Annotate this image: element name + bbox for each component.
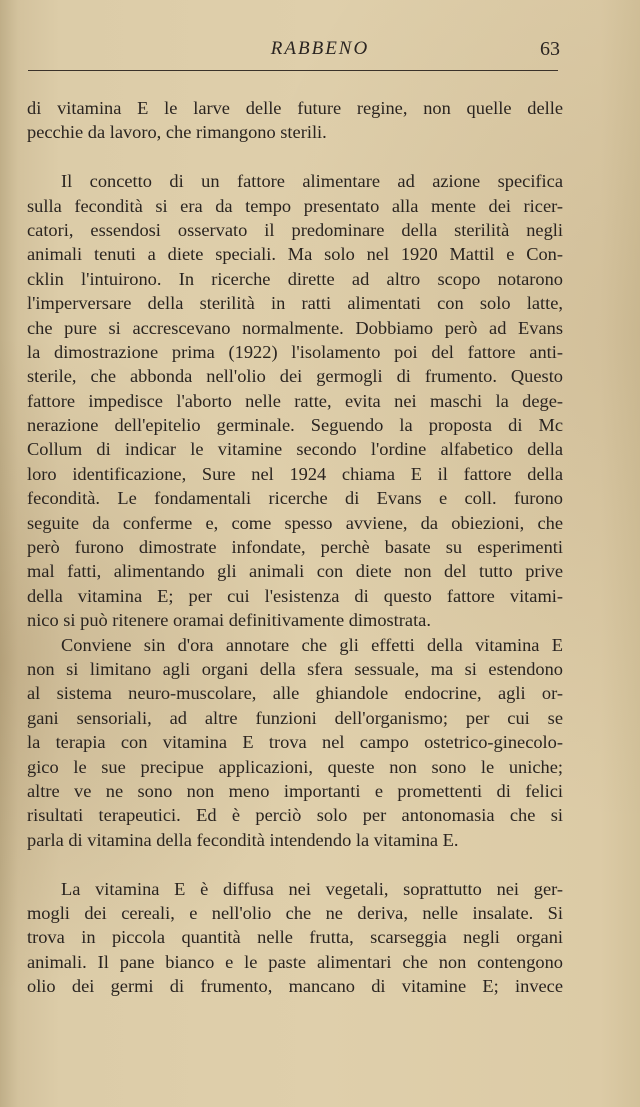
paragraph-gap — [27, 852, 563, 876]
paragraph — [27, 96, 563, 145]
running-head: RABBENO — [270, 38, 370, 59]
text-line: nico si può ritenere oramai definitivamente dimostrata. — [27, 610, 431, 631]
text-line: l'imperversare della sterilità in ratti alimentati con solo latte, — [27, 293, 563, 314]
text-line: nerazione dell'epitelio germinale. Seguendo la proposta di Mc — [27, 415, 563, 436]
text-line: però furono dimostrate infondate, perchè basate su esperimenti — [27, 537, 563, 558]
text-line: della vitamina E; per cui l'esistenza di questo fattore vitami- — [27, 585, 563, 606]
text-line: sulla fecondità si era da tempo presentato alla mente dei ricer- — [27, 195, 563, 216]
text-line: animali. Il pane bianco e le paste alimentari che non contengono — [27, 951, 563, 972]
text-line: fattore impedisce l'aborto nelle ratte, evita nei maschi la dege- — [27, 390, 563, 411]
text-line: animali tenuti a diete speciali. Ma solo nel 1920 Mattil e Con- — [27, 244, 563, 265]
text-line: non si limitano agli organi della sfera sessuale, ma si estendono — [27, 658, 563, 679]
page-number: 63 — [540, 38, 560, 60]
text-line: La vitamina E è diffusa nei vegetali, soprattutto nei ger- — [61, 878, 563, 899]
text-line: sterile, che abbonda nell'olio dei germogli di frumento. Questo — [27, 366, 563, 387]
text-line: mogli dei cereali, e nell'olio che ne deriva, nelle insalate. Si — [27, 902, 563, 923]
text-line: Conviene sin d'ora annotare che gli effetti della vitamina E — [61, 634, 563, 655]
paragraph — [27, 169, 563, 632]
text-line: risultati terapeutici. Ed è perciò solo per antonomasia che si — [27, 805, 563, 826]
text-line: catori, essendosi osservato il predominare della sterilità negli — [27, 219, 563, 240]
header-rule — [28, 70, 558, 71]
text-line: pecchie da lavoro, che rimangono sterili. — [27, 122, 327, 143]
text-line: fecondità. Le fondamentali ricerche di Evans e coll. furono — [27, 488, 563, 509]
text-line: altre ve ne sono non meno importanti e promettenti di felici — [27, 780, 563, 801]
body-text — [27, 96, 563, 998]
text-line: seguite da conferme e, come spesso avviene, da obiezioni, che — [27, 512, 563, 533]
text-line: gani sensoriali, ad altre funzioni dell'organismo; per cui se — [27, 707, 563, 728]
text-line: olio dei germi di frumento, mancano di vitamine E; invece — [27, 976, 563, 997]
paragraph — [27, 633, 563, 853]
text-line: loro identificazione, Sure nel 1924 chiama E il fattore della — [27, 463, 563, 484]
paragraph-gap — [27, 145, 563, 169]
text-line: cklin l'intuirono. In ricerche dirette ad altro scopo notarono — [27, 268, 563, 289]
text-line: gico le sue precipue applicazioni, queste non sono le uniche; — [27, 756, 563, 777]
text-line: che pure si accrescevano normalmente. Dobbiamo però ad Evans — [27, 317, 563, 338]
text-line: Il concetto di un fattore alimentare ad azione specifica — [61, 171, 563, 192]
text-line: parla di vitamina della fecondità intendendo la vitamina E. — [27, 829, 459, 850]
text-line: mal fatti, alimentando gli animali con diete non del tutto prive — [27, 561, 563, 582]
text-line: al sistema neuro-muscolare, alle ghiandole endocrine, agli or- — [27, 683, 563, 704]
text-line: Collum di indicar le vitamine secondo l'ordine alfabetico della — [27, 439, 563, 460]
text-line: la dimostrazione prima (1922) l'isolamento poi del fattore anti- — [27, 341, 563, 362]
text-line: trova in piccola quantità nelle frutta, scarseggia negli organi — [27, 927, 563, 948]
page-header — [0, 36, 640, 64]
paragraph — [27, 877, 563, 999]
text-line: di vitamina E le larve delle future regine, non quelle delle — [27, 98, 563, 118]
text-line: la terapia con vitamina E trova nel campo ostetrico-ginecolo- — [27, 732, 563, 753]
